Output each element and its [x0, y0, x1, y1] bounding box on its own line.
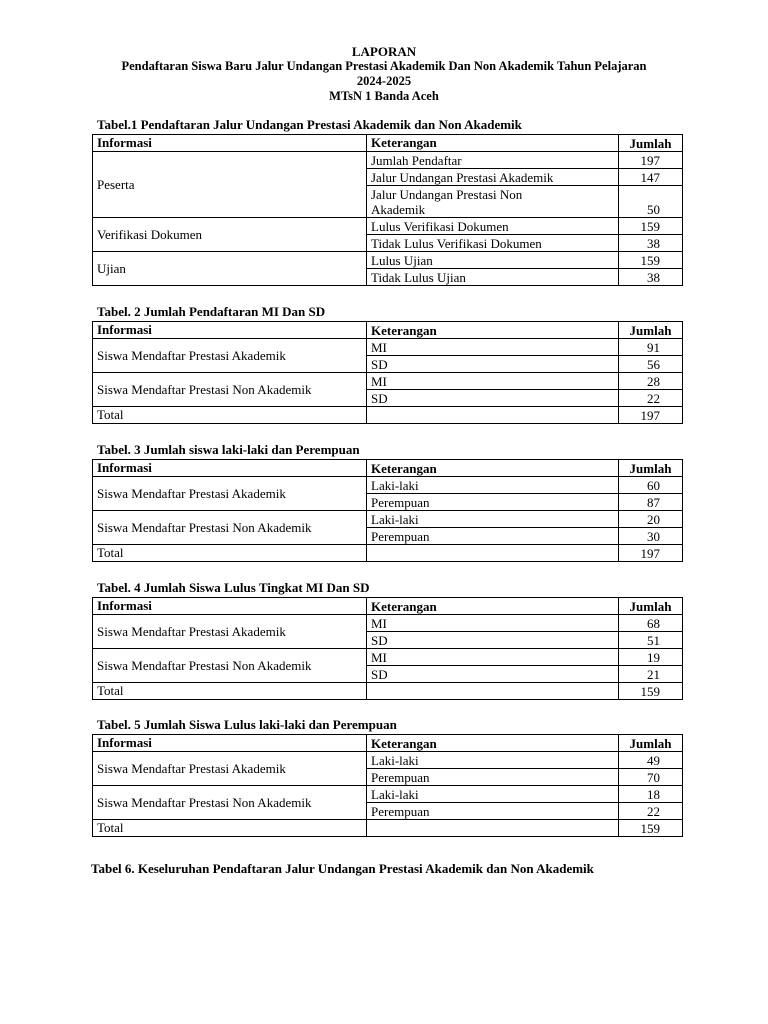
info-cell: Siswa Mendaftar Prestasi Akademik — [93, 752, 367, 786]
keterangan-cell: SD — [367, 390, 619, 407]
keterangan-cell: Laki-laki — [367, 511, 619, 528]
jumlah-cell: 28 — [619, 373, 683, 390]
table-header-row — [93, 735, 683, 752]
header-keterangan: Keterangan — [367, 735, 619, 752]
header-informasi: Informasi — [93, 735, 367, 752]
jumlah-cell: 51 — [619, 632, 683, 649]
table-row — [93, 615, 683, 632]
table-header-row — [93, 322, 683, 339]
table-row — [93, 786, 683, 803]
header-jumlah: Jumlah — [619, 460, 683, 477]
keterangan-cell: Lulus Verifikasi Dokumen — [367, 218, 619, 235]
info-cell: Siswa Mendaftar Prestasi Akademik — [93, 339, 367, 373]
table4 — [92, 597, 683, 700]
jumlah-cell: 159 — [619, 252, 683, 269]
table1-caption: Tabel.1 Pendaftaran Jalur Undangan Prestasi Akademik dan Non Akademik — [97, 117, 522, 132]
table2 — [92, 321, 683, 424]
keterangan-cell: SD — [367, 632, 619, 649]
header-jumlah: Jumlah — [619, 135, 683, 152]
report-subtitle: Pendaftaran Siswa Baru Jalur Undangan Prestasi Akademik Dan Non Akademik Tahun Pelajaran — [121, 59, 647, 73]
info-cell: Ujian — [93, 252, 367, 286]
keterangan-cell: Perempuan — [367, 769, 619, 786]
keterangan-cell: Jalur Undangan Prestasi Non Akademik — [367, 186, 619, 218]
header-keterangan: Keterangan — [367, 460, 619, 477]
table-row — [93, 373, 683, 390]
total-row — [93, 545, 683, 562]
jumlah-cell: 30 — [619, 528, 683, 545]
info-cell: Peserta — [93, 152, 367, 218]
jumlah-cell: 197 — [619, 152, 683, 169]
info-cell: Siswa Mendaftar Prestasi Non Akademik — [93, 373, 367, 407]
total-value: 159 — [619, 820, 683, 837]
keterangan-cell: Laki-laki — [367, 752, 619, 769]
jumlah-cell: 87 — [619, 494, 683, 511]
header-informasi: Informasi — [93, 322, 367, 339]
jumlah-cell: 21 — [619, 666, 683, 683]
header-jumlah: Jumlah — [619, 598, 683, 615]
total-label: Total — [93, 407, 367, 424]
total-empty-cell — [367, 683, 619, 700]
table4-caption: Tabel. 4 Jumlah Siswa Lulus Tingkat MI Dan SD — [97, 580, 370, 595]
jumlah-cell: 68 — [619, 615, 683, 632]
table-row — [93, 339, 683, 356]
jumlah-cell: 50 — [619, 186, 683, 218]
jumlah-cell: 18 — [619, 786, 683, 803]
total-row — [93, 683, 683, 700]
total-empty-cell — [367, 820, 619, 837]
jumlah-cell: 70 — [619, 769, 683, 786]
table-row — [93, 511, 683, 528]
keterangan-cell: MI — [367, 339, 619, 356]
keterangan-cell: MI — [367, 373, 619, 390]
jumlah-cell: 60 — [619, 477, 683, 494]
table-row — [93, 252, 683, 269]
info-cell: Siswa Mendaftar Prestasi Non Akademik — [93, 511, 367, 545]
keterangan-cell: Tidak Lulus Ujian — [367, 269, 619, 286]
total-value: 197 — [619, 545, 683, 562]
keterangan-cell: Perempuan — [367, 803, 619, 820]
header-keterangan: Keterangan — [367, 135, 619, 152]
header-informasi: Informasi — [93, 135, 367, 152]
jumlah-cell: 56 — [619, 356, 683, 373]
table-row — [93, 477, 683, 494]
total-label: Total — [93, 545, 367, 562]
table-header-row — [93, 460, 683, 477]
total-label: Total — [93, 683, 367, 700]
table3-caption: Tabel. 3 Jumlah siswa laki-laki dan Perempuan — [97, 442, 360, 457]
header-keterangan: Keterangan — [367, 598, 619, 615]
keterangan-cell: Laki-laki — [367, 477, 619, 494]
jumlah-cell: 22 — [619, 390, 683, 407]
total-row — [93, 820, 683, 837]
info-cell: Siswa Mendaftar Prestasi Akademik — [93, 615, 367, 649]
total-label: Total — [93, 820, 367, 837]
keterangan-cell: Jumlah Pendaftar — [367, 152, 619, 169]
jumlah-cell: 38 — [619, 269, 683, 286]
table-row — [93, 218, 683, 235]
table5 — [92, 734, 683, 837]
info-cell: Verifikasi Dokumen — [93, 218, 367, 252]
info-cell: Siswa Mendaftar Prestasi Non Akademik — [93, 786, 367, 820]
table-row — [93, 649, 683, 666]
keterangan-cell: Lulus Ujian — [367, 252, 619, 269]
report-year: 2024-2025 — [356, 74, 412, 88]
header-informasi: Informasi — [93, 460, 367, 477]
table-row — [93, 752, 683, 769]
total-value: 197 — [619, 407, 683, 424]
keterangan-cell: Laki-laki — [367, 786, 619, 803]
report-header — [0, 44, 768, 104]
keterangan-cell: Jalur Undangan Prestasi Akademik — [367, 169, 619, 186]
keterangan-cell: SD — [367, 356, 619, 373]
jumlah-cell: 91 — [619, 339, 683, 356]
jumlah-cell: 22 — [619, 803, 683, 820]
table-header-row — [93, 135, 683, 152]
table1 — [92, 134, 683, 286]
header-jumlah: Jumlah — [619, 322, 683, 339]
total-empty-cell — [367, 545, 619, 562]
keterangan-cell: MI — [367, 649, 619, 666]
header-keterangan: Keterangan — [367, 322, 619, 339]
info-cell: Siswa Mendaftar Prestasi Akademik — [93, 477, 367, 511]
report-title: LAPORAN — [351, 44, 417, 59]
jumlah-cell: 159 — [619, 218, 683, 235]
keterangan-cell: Tidak Lulus Verifikasi Dokumen — [367, 235, 619, 252]
jumlah-cell: 147 — [619, 169, 683, 186]
total-row — [93, 407, 683, 424]
header-informasi: Informasi — [93, 598, 367, 615]
total-empty-cell — [367, 407, 619, 424]
jumlah-cell: 38 — [619, 235, 683, 252]
header-jumlah: Jumlah — [619, 735, 683, 752]
keterangan-cell: MI — [367, 615, 619, 632]
report-school: MTsN 1 Banda Aceh — [329, 89, 439, 103]
total-value: 159 — [619, 683, 683, 700]
table6-caption: Tabel 6. Keseluruhan Pendaftaran Jalur Undangan Prestasi Akademik dan Non Akademik — [91, 861, 594, 876]
jumlah-cell: 20 — [619, 511, 683, 528]
jumlah-cell: 49 — [619, 752, 683, 769]
info-cell: Siswa Mendaftar Prestasi Non Akademik — [93, 649, 367, 683]
table3 — [92, 459, 683, 562]
jumlah-cell: 19 — [619, 649, 683, 666]
keterangan-cell: Perempuan — [367, 494, 619, 511]
table2-caption: Tabel. 2 Jumlah Pendaftaran MI Dan SD — [97, 304, 326, 319]
keterangan-cell: Perempuan — [367, 528, 619, 545]
table5-caption: Tabel. 5 Jumlah Siswa Lulus laki-laki dan Perempuan — [97, 717, 397, 732]
table-header-row — [93, 598, 683, 615]
keterangan-cell: SD — [367, 666, 619, 683]
table-row — [93, 152, 683, 169]
